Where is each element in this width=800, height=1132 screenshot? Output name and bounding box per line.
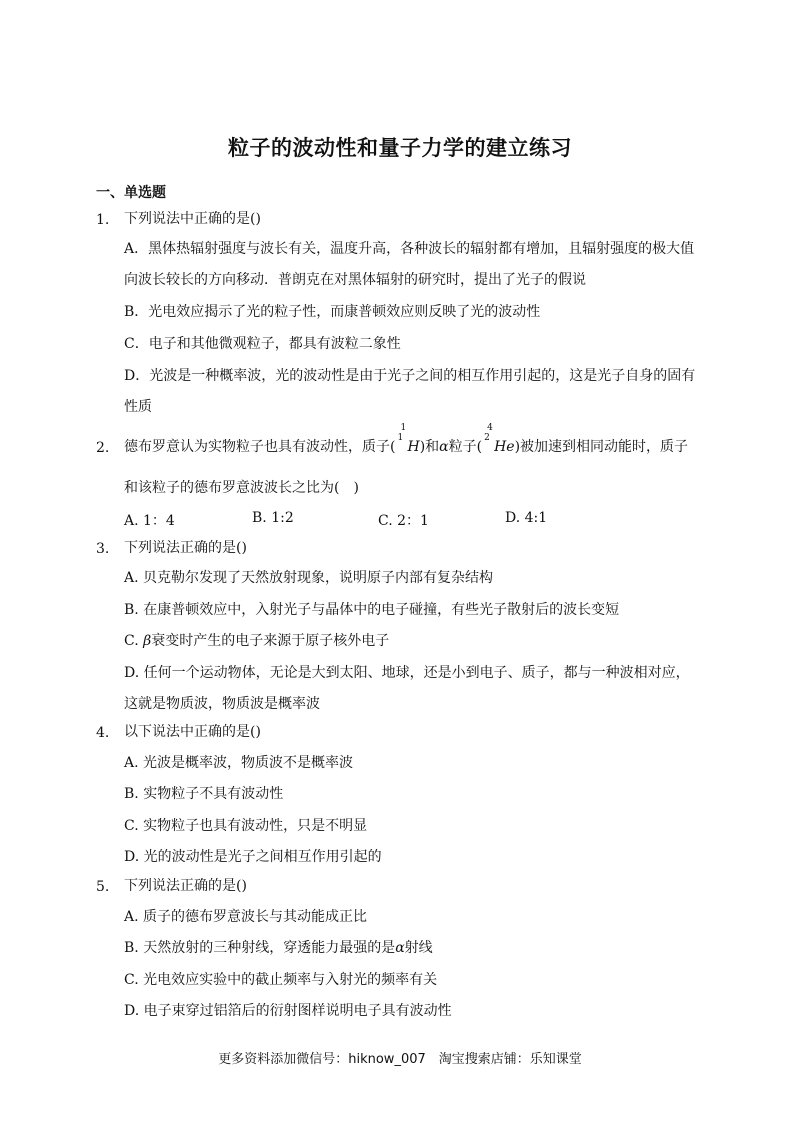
question-3-option-a: A. 贝克勒尔发现了天然放射现象，说明原子内部有复杂结构 [124,570,494,586]
question-3-option-d-line2: 这就是物质波，物质波是概率波 [124,696,320,712]
question-5-option-d: D. 电子束穿过铝箔后的衍射图样说明电子具有波动性 [124,1003,452,1019]
question-4-option-a: A. 光波是概率波，物质波不是概率波 [124,755,354,771]
question-2-option-a: A. 1：4 [124,513,175,529]
question-4-stem: 以下说法中正确的是() [124,724,261,740]
section-heading: 一、单选题 [96,185,166,201]
page-footer: 更多资料添加微信号：hiknow_007 淘宝搜索店铺：乐知课堂 [218,1052,582,1067]
question-2-number: 2. [96,440,110,456]
question-2-option-b: B. 1:2 [252,510,294,526]
question-2-stem: 德布罗意认为实物粒子也具有波动性，质子( 1 1 H)和α粒子( 4 2 He)被加速到相同动能时，质子 [124,423,689,455]
question-3-option-c: C. β衰变时产生的电子来源于原子核外电子 [124,633,390,649]
question-4-option-c: C. 实物粒子也具有波动性，只是不明显 [124,818,368,834]
question-3-stem: 下列说法正确的是() [124,540,247,556]
question-1-option-a-line2: 向波长较长的方向移动．普朗克在对黑体辐射的研究时，提出了光子的假说 [124,272,586,288]
question-4-number: 4. [96,725,110,741]
question-4-option-d: D. 光的波动性是光子之间相互作用引起的 [124,849,382,865]
question-1-option-b: B．光电效应揭示了光的粒子性，而康普顿效应则反映了光的波动性 [124,304,541,320]
question-1-number: 1. [96,212,110,228]
question-2-option-c: C. 2：1 [378,513,429,529]
question-5-number: 5. [96,879,110,895]
question-1-option-c: C．电子和其他微观粒子，都具有波粒二象性 [124,336,401,352]
question-5-option-c: C. 光电效应实验中的截止频率与入射光的频率有关 [124,972,438,988]
question-1-option-d-line2: 性质 [124,399,152,415]
question-3-option-d-line1: D. 任何一个运动物体，无论是大到太阳、地球，还是小到电子、质子，都与一种波相对应， [124,665,690,681]
question-1-option-d-line1: D．光波是一种概率波，光的波动性是由于光子之间的相互作用引起的，这是光子自身的固有 [124,368,696,384]
question-2-option-d: D. 4:1 [505,510,548,526]
question-4-option-b: B. 实物粒子不具有波动性 [124,786,284,802]
hydrogen-nuclide: 1 1 H [397,423,420,455]
page-title: 粒子的波动性和量子力学的建立练习 [228,136,572,160]
question-3-number: 3. [96,541,110,557]
question-5-stem: 下列说法正确的是() [124,878,247,894]
question-5-option-a: A. 质子的德布罗意波长与其动能成正比 [124,909,368,925]
helium-nuclide: 4 2 He [484,423,515,455]
question-3-option-b: B. 在康普顿效应中，入射光子与晶体中的电子碰撞，有些光子散射后的波长变短 [124,602,620,618]
question-5-option-b: B. 天然放射的三种射线，穿透能力最强的是α射线 [124,940,433,956]
question-2-stem-line2: 和该粒子的德布罗意波波长之比为( ) [124,480,359,496]
question-1-stem: 下列说法中正确的是() [124,211,261,227]
question-1-option-a-line1: A．黑体热辐射强度与波长有关，温度升高，各种波长的辐射都有增加，且辐射强度的极大值 [124,241,695,257]
